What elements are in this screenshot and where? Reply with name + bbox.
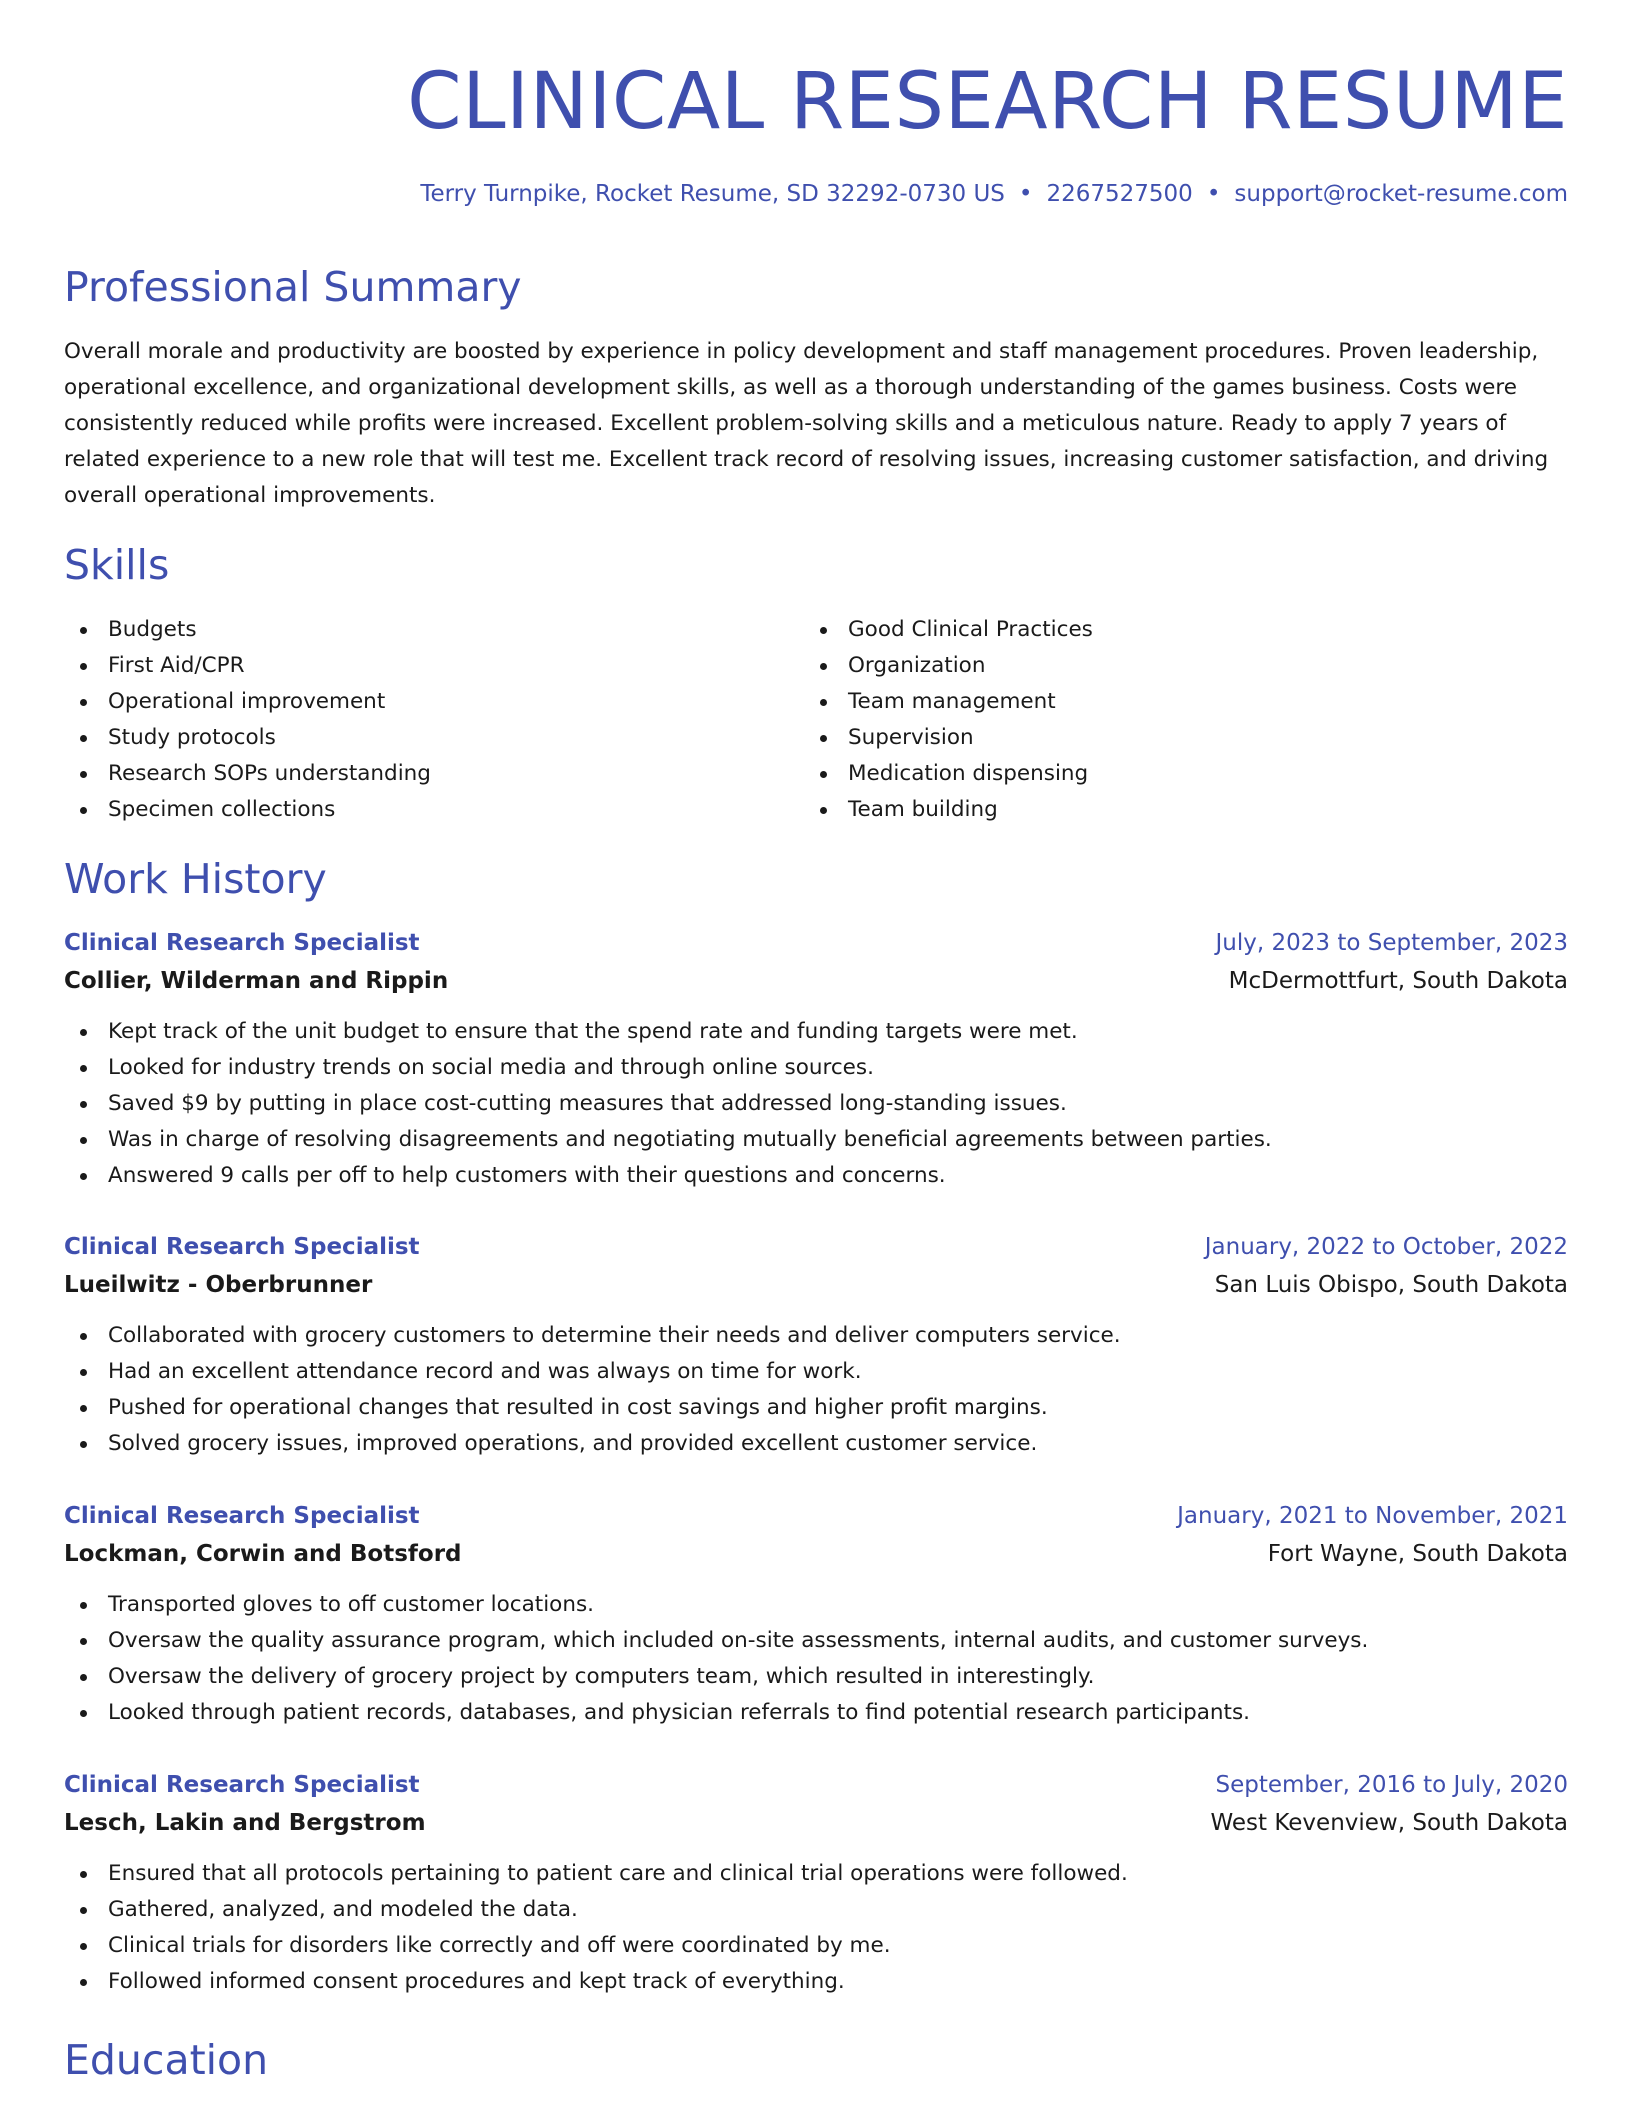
job-title: Clinical Research Specialist xyxy=(64,1234,420,1260)
job-bullet: Collaborated with grocery customers to determine their needs and deliver computers service. xyxy=(64,1318,1568,1354)
job-bullet: Gathered, analyzed, and modeled the data. xyxy=(64,1892,1568,1928)
job-dates: January, 2021 to November, 2021 xyxy=(1177,1503,1568,1529)
job-dates: January, 2022 to October, 2022 xyxy=(1204,1234,1568,1260)
job-company: Lueilwitz - Oberbrunner xyxy=(64,1272,373,1298)
job-company: Lesch, Lakin and Bergstrom xyxy=(64,1810,426,1836)
job-bullet: Looked through patient records, databases, and physician referrals to find potential research participants. xyxy=(64,1695,1568,1731)
education-heading: Education xyxy=(64,2036,269,2084)
job-bullets xyxy=(64,1318,1568,1462)
job-location: West Kevenview, South Dakota xyxy=(1210,1810,1568,1836)
job-bullet: Pushed for operational changes that resulted in cost savings and higher profit margins. xyxy=(64,1390,1568,1426)
contact-email[interactable]: support@rocket-resume.com xyxy=(1234,181,1568,207)
job-dates: July, 2023 to September, 2023 xyxy=(1215,930,1568,956)
skill-item: Medication dispensing xyxy=(804,756,1093,792)
skills-list-left xyxy=(64,612,431,828)
skills-list-right xyxy=(804,612,1093,828)
job-bullet: Had an excellent attendance record and was always on time for work. xyxy=(64,1354,1568,1390)
job-title: Clinical Research Specialist xyxy=(64,930,420,956)
job-bullets xyxy=(64,1587,1568,1731)
resume-title: CLINICAL RESEARCH RESUME xyxy=(407,57,1568,147)
skill-item: Operational improvement xyxy=(64,684,431,720)
job-bullet: Kept track of the unit budget to ensure that the spend rate and funding targets were met. xyxy=(64,1014,1568,1050)
job-bullet: Was in charge of resolving disagreements and negotiating mutually beneficial agreements between parties. xyxy=(64,1122,1568,1158)
job-entry xyxy=(64,924,1568,1194)
job-bullet: Looked for industry trends on social media and through online sources. xyxy=(64,1050,1568,1086)
job-company: Lockman, Corwin and Botsford xyxy=(64,1541,462,1567)
skill-item: First Aid/CPR xyxy=(64,648,431,684)
job-bullets xyxy=(64,1856,1568,2000)
job-bullet: Oversaw the delivery of grocery project by computers team, which resulted in interestingly. xyxy=(64,1659,1568,1695)
job-bullet: Transported gloves to off customer locations. xyxy=(64,1587,1568,1623)
skill-item: Study protocols xyxy=(64,720,431,756)
skill-item: Research SOPs understanding xyxy=(64,756,431,792)
job-bullet: Followed informed consent procedures and kept track of everything. xyxy=(64,1964,1568,2000)
job-dates: September, 2016 to July, 2020 xyxy=(1215,1772,1568,1798)
job-entry xyxy=(64,1228,1568,1462)
contact-line xyxy=(420,178,1568,210)
job-location: Fort Wayne, South Dakota xyxy=(1267,1541,1568,1567)
skill-item: Specimen collections xyxy=(64,792,431,828)
job-bullet: Saved $9 by putting in place cost-cutting measures that addressed long-standing issues. xyxy=(64,1086,1568,1122)
job-title: Clinical Research Specialist xyxy=(64,1772,420,1798)
job-bullet: Clinical trials for disorders like correctly and off were coordinated by me. xyxy=(64,1928,1568,1964)
contact-separator: • xyxy=(1018,181,1033,207)
job-entry xyxy=(64,1497,1568,1731)
skills-heading: Skills xyxy=(64,541,170,589)
job-entry xyxy=(64,1766,1568,2000)
contact-phone[interactable]: 2267527500 xyxy=(1046,181,1193,207)
job-bullet: Ensured that all protocols pertaining to patient care and clinical trial operations were followed. xyxy=(64,1856,1568,1892)
job-title: Clinical Research Specialist xyxy=(64,1503,420,1529)
job-bullet: Oversaw the quality assurance program, which included on-site assessments, internal audits, and customer surveys. xyxy=(64,1623,1568,1659)
job-location: McDermottfurt, South Dakota xyxy=(1228,968,1568,994)
skill-item: Organization xyxy=(804,648,1093,684)
job-bullet: Solved grocery issues, improved operations, and provided excellent customer service. xyxy=(64,1426,1568,1462)
work-history-heading: Work History xyxy=(64,855,327,903)
job-company: Collier, Wilderman and Rippin xyxy=(64,968,449,994)
job-bullets xyxy=(64,1014,1568,1194)
skill-item: Supervision xyxy=(804,720,1093,756)
job-location: San Luis Obispo, South Dakota xyxy=(1214,1272,1568,1298)
job-bullet: Answered 9 calls per off to help customers with their questions and concerns. xyxy=(64,1158,1568,1194)
summary-heading: Professional Summary xyxy=(64,263,522,311)
summary-text: Overall morale and productivity are boosted by experience in policy development and staff management procedures. Proven leadership, operational excellence, and organizational development skills, as well as a thorough understanding of the games business. Costs were consistently reduced while profits were increased. Excellent problem-solving skills and a meticulous nature. Ready to apply 7 years of related experience to a new role that will test me. Excellent track record of resolving issues, increasing customer satisfaction, and driving overall operational improvements. xyxy=(64,339,1549,508)
contact-separator: • xyxy=(1206,181,1221,207)
skill-item: Budgets xyxy=(64,612,431,648)
skill-item: Good Clinical Practices xyxy=(804,612,1093,648)
skill-item: Team management xyxy=(804,684,1093,720)
contact-address: Terry Turnpike, Rocket Resume, SD 32292-0730 US xyxy=(420,181,1005,207)
skill-item: Team building xyxy=(804,792,1093,828)
